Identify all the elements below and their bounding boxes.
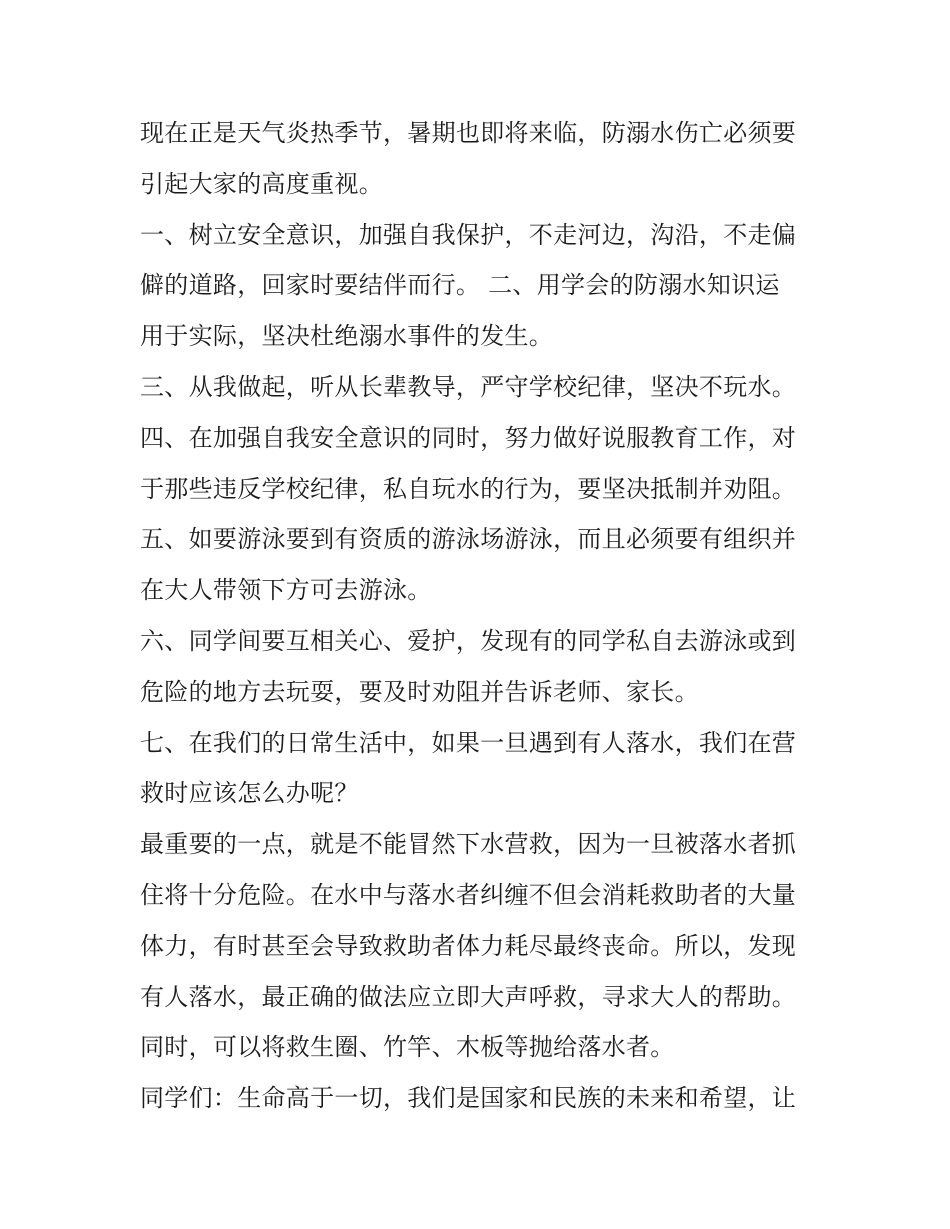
text-line: 七、在我们的日常生活中，如果一旦遇到有人落水，我们在营 — [140, 728, 797, 757]
text-line: 同时，可以将救生圈、竹竿、木板等抛给落水者。 — [140, 1033, 675, 1062]
text-line: 住将十分危险。在水中与落水者纠缠不但会消耗救助者的大量 — [140, 880, 797, 909]
text-line: 三、从我做起，听从长辈教导，严守学校纪律，坚决不玩水。 — [140, 372, 797, 401]
text-line: 僻的道路，回家时要结伴而行。 二、用学会的防溺水知识运 — [140, 271, 780, 300]
text-line: 六、同学间要互相关心、爱护，发现有的同学私自去游泳或到 — [140, 626, 797, 655]
text-line: 于那些违反学校纪律，私自玩水的行为，要坚决抵制并劝阻。 — [140, 474, 797, 503]
text-line: 救时应该怎么办呢？ — [140, 779, 359, 808]
text-line: 在大人带领下方可去游泳。 — [140, 576, 432, 605]
text-line: 四、在加强自我安全意识的同时，努力做好说服教育工作，对 — [140, 423, 797, 452]
text-line: 用于实际，坚决杜绝溺水事件的发生。 — [140, 322, 554, 351]
text-line: 一、树立安全意识，加强自我保护，不走河边，沟沿，不走偏 — [140, 220, 797, 249]
text-line: 体力，有时甚至会导致救助者体力耗尽最终丧命。所以，发现 — [140, 931, 797, 960]
text-line: 最重要的一点，就是不能冒然下水营救，因为一旦被落水者抓 — [140, 830, 797, 859]
text-line: 五、如要游泳要到有资质的游泳场游泳，而且必须要有组织并 — [140, 525, 797, 554]
text-line: 危险的地方去玩耍，要及时劝阻并告诉老师、家长。 — [140, 677, 699, 706]
text-line: 有人落水，最正确的做法应立即大声呼救，寻求大人的帮助。 — [140, 982, 797, 1011]
text-line: 同学们：生命高于一切，我们是国家和民族的未来和希望，让 — [140, 1084, 797, 1113]
document-body — [140, 108, 820, 1124]
text-line: 引起大家的高度重视。 — [140, 169, 383, 198]
text-line: 现在正是天气炎热季节，暑期也即将来临，防溺水伤亡必须要 — [140, 119, 797, 147]
